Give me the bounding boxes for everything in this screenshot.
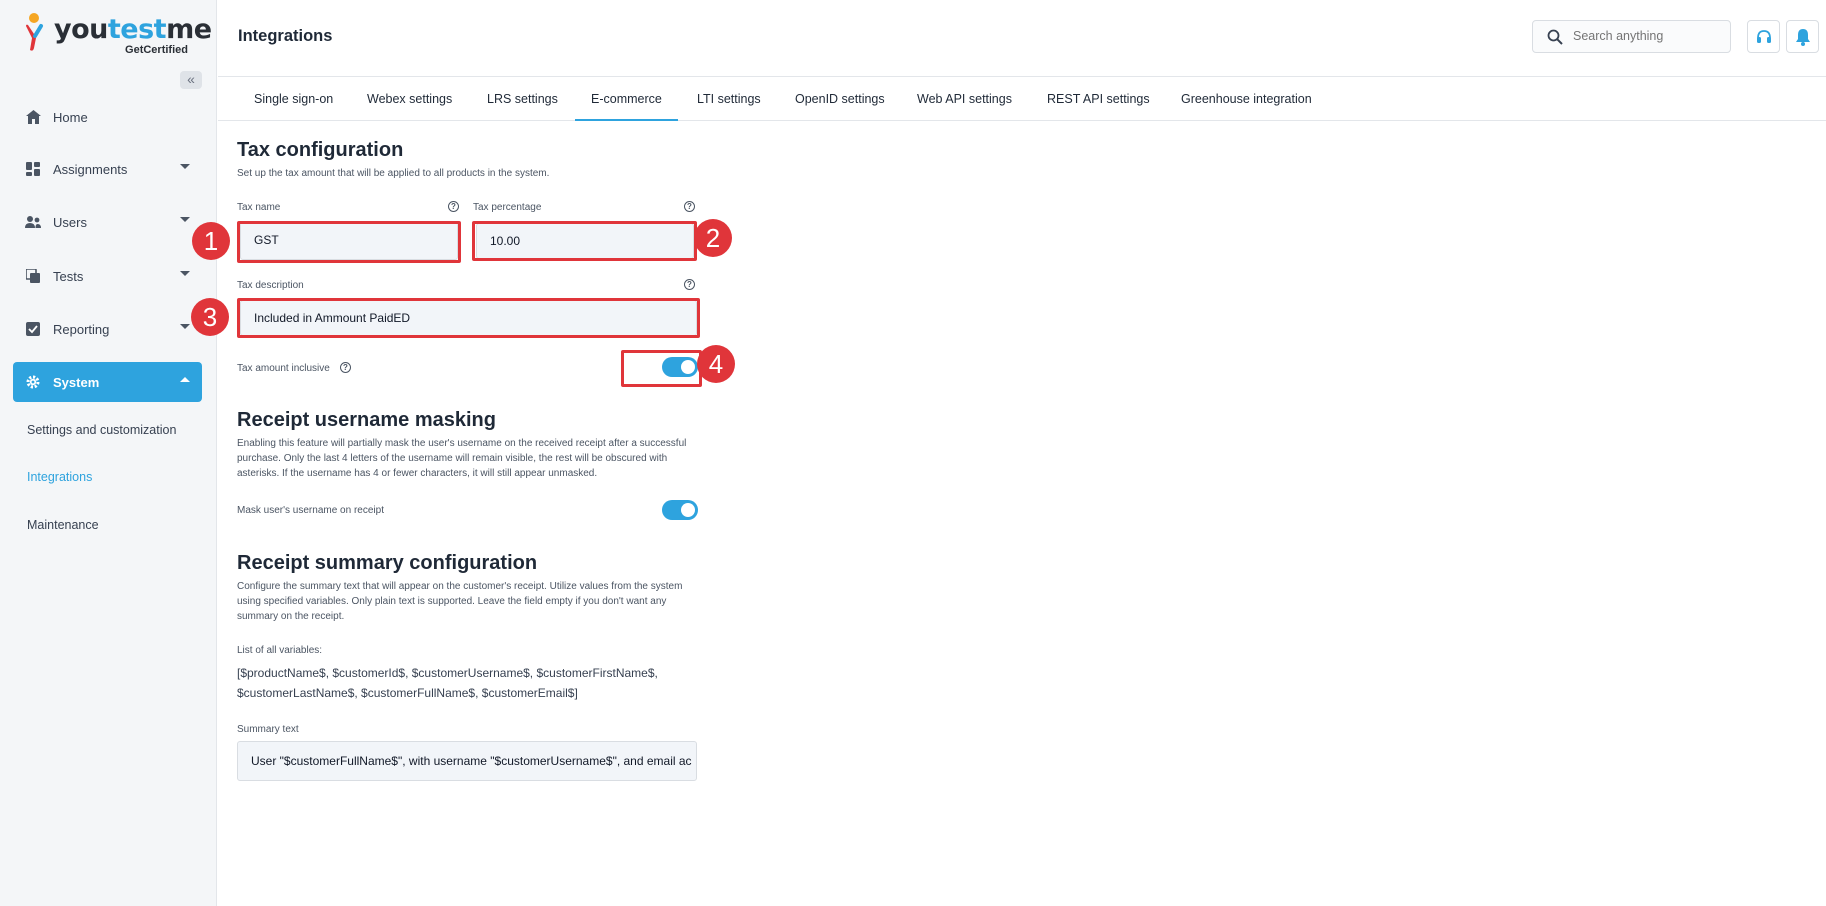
tax-section-description: Set up the tax amount that will be applied to all products in the system. bbox=[237, 168, 550, 179]
tax-inclusive-label: Tax amount inclusive bbox=[237, 363, 330, 374]
sidebar-item-tests[interactable] bbox=[13, 256, 202, 296]
brand-tagline: GetCertified bbox=[125, 44, 188, 56]
masking-section-title: Receipt username masking bbox=[237, 409, 496, 431]
help-icon[interactable]: ? bbox=[684, 201, 695, 212]
sidebar-subitem-maintenance[interactable]: Maintenance bbox=[27, 518, 99, 532]
headset-icon bbox=[1756, 29, 1772, 45]
chevron-down-icon bbox=[180, 164, 190, 169]
sidebar-item-label: Users bbox=[53, 214, 87, 230]
annotation-badge-2: 2 bbox=[694, 219, 732, 257]
chevron-down-icon bbox=[180, 271, 190, 276]
sidebar-item-reporting[interactable] bbox=[13, 309, 202, 349]
search-box[interactable] bbox=[1532, 20, 1731, 53]
summary-text-label: Summary text bbox=[237, 724, 299, 735]
tab-lrs-settings[interactable]: LRS settings bbox=[487, 92, 558, 106]
sidebar bbox=[0, 0, 217, 906]
sidebar-item-label: Reporting bbox=[53, 321, 110, 337]
help-icon[interactable]: ? bbox=[448, 201, 459, 212]
brand-wordmark: youtestme bbox=[54, 14, 212, 45]
users-icon bbox=[25, 214, 41, 230]
home-icon bbox=[25, 109, 41, 125]
chevron-up-icon bbox=[180, 377, 190, 382]
support-button[interactable] bbox=[1747, 20, 1780, 53]
top-header bbox=[218, 0, 1826, 77]
annotation-highlight-4 bbox=[621, 350, 702, 387]
gear-icon bbox=[25, 374, 41, 390]
report-icon bbox=[25, 321, 41, 337]
tax-description-label: Tax description bbox=[237, 280, 304, 291]
search-icon bbox=[1547, 29, 1563, 50]
search-input[interactable] bbox=[1573, 29, 1723, 43]
tax-percentage-input[interactable]: 10.00 bbox=[476, 223, 694, 259]
bell-icon bbox=[1795, 28, 1811, 46]
summary-text-input[interactable]: User "$customerFullName$", with username "$customerUsername$", and email ac bbox=[237, 741, 697, 781]
annotation-highlight-2 bbox=[472, 221, 697, 261]
masking-description-line1: Enabling this feature will partially mask the user's username on the received receipt after a successful bbox=[237, 438, 687, 449]
tab-rest-api-settings[interactable]: REST API settings bbox=[1047, 92, 1150, 106]
mask-username-toggle[interactable] bbox=[662, 500, 698, 520]
sidebar-subitem-integrations[interactable]: Integrations bbox=[27, 470, 93, 484]
tab-greenhouse-integration[interactable]: Greenhouse integration bbox=[1181, 92, 1312, 106]
brand-logo[interactable] bbox=[22, 12, 212, 58]
variables-list bbox=[237, 663, 677, 703]
annotation-badge-1: 1 bbox=[192, 222, 230, 260]
tab-single-sign-on[interactable]: Single sign-on bbox=[254, 92, 334, 106]
annotation-highlight-1 bbox=[237, 221, 461, 263]
masking-description-line2: purchase. Only the last 4 letters of the username will remain visible, the rest will be obscured with bbox=[237, 453, 668, 464]
tab-e-commerce[interactable]: E-commerce bbox=[575, 92, 678, 121]
notifications-button[interactable] bbox=[1786, 20, 1819, 53]
help-icon[interactable]: ? bbox=[684, 279, 695, 290]
sidebar-item-system[interactable] bbox=[13, 362, 202, 402]
tests-icon bbox=[25, 268, 41, 284]
dashboard-icon bbox=[25, 161, 41, 177]
page-title: Integrations bbox=[238, 27, 333, 45]
annotation-badge-4: 4 bbox=[697, 345, 735, 383]
chevron-down-icon bbox=[180, 217, 190, 222]
settings-tabs bbox=[218, 78, 1826, 121]
tax-percentage-label: Tax percentage bbox=[473, 202, 542, 213]
tax-section-title: Tax configuration bbox=[237, 139, 404, 161]
masking-description-line3: asterisks. If the username has 4 or fewer characters, it will still appear unmasked. bbox=[237, 468, 598, 479]
annotation-highlight-3 bbox=[237, 298, 700, 338]
tax-name-input[interactable]: GST bbox=[240, 222, 458, 260]
sidebar-item-assignments[interactable] bbox=[13, 149, 202, 189]
tax-description-input[interactable]: Included in Ammount PaidED bbox=[240, 300, 697, 336]
sidebar-item-label: Home bbox=[53, 109, 88, 125]
collapse-sidebar-button[interactable]: « bbox=[180, 71, 202, 89]
variables-line-1: [$productName$, $customerId$, $customerUsername$, $customerFirstName$, bbox=[237, 666, 658, 680]
sidebar-item-label: Assignments bbox=[53, 161, 128, 177]
tab-web-api-settings[interactable]: Web API settings bbox=[917, 92, 1012, 106]
sidebar-item-home[interactable] bbox=[13, 97, 202, 137]
summary-description-line3: summary on the receipt. bbox=[237, 611, 345, 622]
sidebar-subitem-settings[interactable]: Settings and customization bbox=[27, 423, 177, 437]
logo-mark-icon bbox=[22, 12, 48, 54]
summary-description-line1: Configure the summary text that will appear on the customer's receipt. Utilize values from the system bbox=[237, 581, 683, 592]
mask-username-label: Mask user's username on receipt bbox=[237, 505, 384, 516]
toggle-knob bbox=[681, 503, 695, 517]
sidebar-item-label: Tests bbox=[53, 268, 84, 284]
summary-section-title: Receipt summary configuration bbox=[237, 552, 538, 574]
tab-lti-settings[interactable]: LTI settings bbox=[697, 92, 761, 106]
tab-webex-settings[interactable]: Webex settings bbox=[367, 92, 453, 106]
summary-description-line2: using specified variables. Only plain text is supported. Leave the field empty if you don't want any bbox=[237, 596, 667, 607]
chevron-down-icon bbox=[180, 324, 190, 329]
variables-line-2: $customerLastName$, $customerFullName$, $customerEmail$] bbox=[237, 686, 578, 700]
sidebar-item-label: System bbox=[53, 374, 100, 390]
sidebar-item-users[interactable] bbox=[13, 202, 202, 242]
annotation-badge-3: 3 bbox=[191, 298, 229, 336]
tax-name-label: Tax name bbox=[237, 202, 281, 213]
help-icon[interactable]: ? bbox=[340, 362, 351, 373]
variables-label: List of all variables: bbox=[237, 645, 323, 656]
tab-openid-settings[interactable]: OpenID settings bbox=[795, 92, 885, 106]
